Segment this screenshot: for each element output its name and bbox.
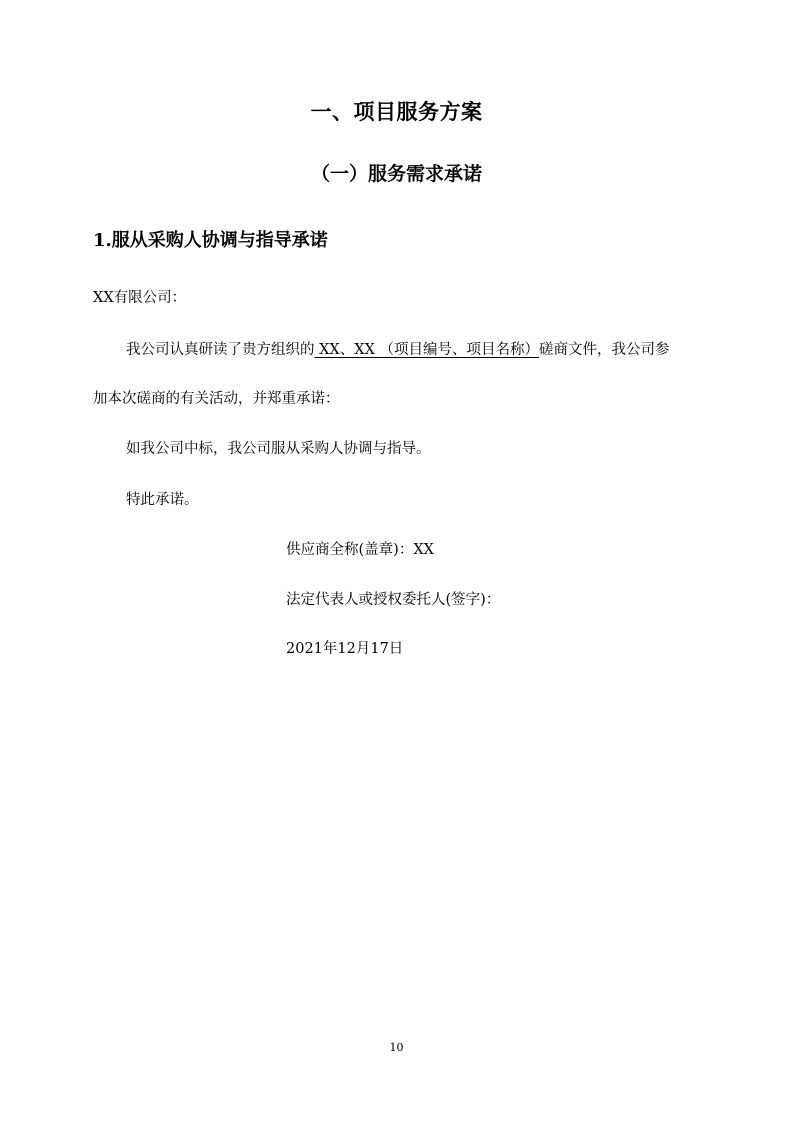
commitment-statement: 如我公司中标，我公司服从采购人协调与指导。 — [126, 441, 431, 457]
representative-signature-line: 法定代表人或授权委托人(签字)： — [286, 592, 501, 608]
section-heading: （一）服务需求承诺 — [310, 163, 482, 185]
subsection-heading: 1.服从采购人协调与指导承诺 — [93, 230, 328, 251]
addressee: XX有限公司： — [93, 290, 187, 306]
paragraph-text-before: 我公司认真研读了贵方组织的 — [126, 342, 315, 358]
commitment-paragraph-continued: 加本次磋商的有关活动，并郑重承诺： — [93, 391, 340, 407]
commitment-paragraph — [126, 340, 670, 360]
page-number: 10 — [389, 1041, 404, 1054]
project-placeholder: XX、XX （项目编号、项目名称） — [314, 342, 540, 358]
supplier-name-line: 供应商全称(盖章)：XX — [286, 542, 434, 558]
main-heading: 一、项目服务方案 — [310, 99, 483, 124]
closing-statement: 特此承诺。 — [126, 492, 199, 508]
paragraph-text-after: 磋商文件，我公司参 — [539, 342, 670, 358]
date-line: 2021年12月17日 — [286, 641, 404, 657]
